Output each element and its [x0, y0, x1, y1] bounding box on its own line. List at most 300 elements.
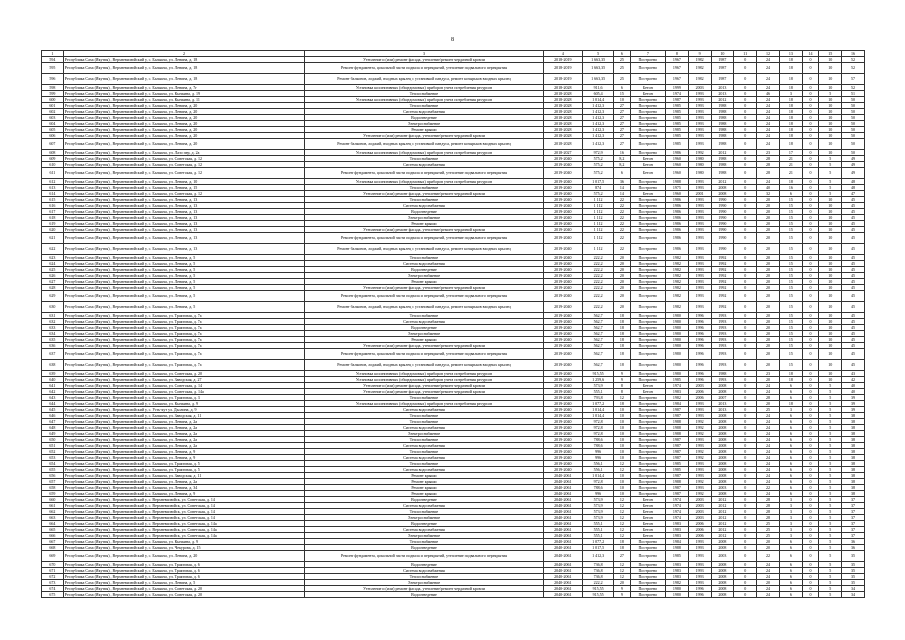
- column-number-cell: 15: [819, 51, 842, 57]
- table-cell: 573,9: [583, 509, 614, 515]
- table-cell: 1980: [688, 168, 711, 179]
- table-cell: 50: [842, 103, 865, 109]
- table-cell: 10: [819, 285, 842, 291]
- table-cell: 915,55: [583, 592, 614, 598]
- column-number-cell: 12: [757, 51, 780, 57]
- table-cell: 1993: [711, 343, 734, 349]
- table-cell: 10: [819, 261, 842, 267]
- table-cell: 2019-2040: [543, 377, 582, 383]
- table-cell: 644: [42, 401, 64, 407]
- table-cell: Ремонт крыши: [305, 221, 543, 227]
- table-cell: 42: [842, 377, 865, 383]
- table-cell: 2019-2040: [543, 437, 582, 443]
- table-cell: Республика Саха (Якутия) , Верхневилюйский у, с. Верхневилюйск, ул. Советская, д. 14а: [63, 527, 305, 533]
- table-cell: 1 663,35: [583, 63, 614, 74]
- table-cell: Построено: [630, 221, 665, 227]
- table-cell: 0: [802, 515, 819, 521]
- table-cell: 0: [734, 273, 757, 279]
- table-cell: 616: [42, 203, 64, 209]
- table-cell: 5: [819, 91, 842, 97]
- table-cell: 15: [779, 343, 802, 349]
- table-cell: 1 412,3: [583, 133, 614, 139]
- table-cell: Ремонт крыши: [305, 127, 543, 133]
- table-cell: 5: [819, 497, 842, 503]
- table-cell: 15: [779, 209, 802, 215]
- table-cell: 1988: [711, 109, 734, 115]
- table-cell: 10: [819, 267, 842, 273]
- table-cell: 1985: [665, 551, 688, 562]
- table-cell: 2008: [711, 539, 734, 545]
- table-cell: Построено: [630, 74, 665, 85]
- table-cell: 1982: [665, 580, 688, 586]
- table-cell: 36: [842, 539, 865, 545]
- table-cell: 20: [757, 331, 780, 337]
- table-cell: 670: [42, 562, 64, 568]
- table-cell: Электроснабжение: [305, 273, 543, 279]
- table-cell: Водоотведение: [305, 325, 543, 331]
- table-cell: Республика Саха (Якутия) , Верхневилюйский у, с. Балыкча, ул. Советская, д. 12: [63, 191, 305, 197]
- table-cell: 48: [842, 185, 865, 191]
- table-cell: 10: [614, 437, 631, 443]
- table-cell: 2040-2061: [543, 491, 582, 497]
- table-cell: 20: [757, 215, 780, 221]
- table-cell: 2040-2061: [543, 574, 582, 580]
- table-cell: 1992: [688, 491, 711, 497]
- table-cell: 575,2: [583, 191, 614, 197]
- table-cell: 1993: [688, 139, 711, 150]
- table-cell: Ремонт балконов, лоджий, входных крылец с установкой пандуса, ремонт козырьков входных крылец: [305, 139, 543, 150]
- table-cell: 2019-2040: [543, 319, 582, 325]
- table-cell: 0: [802, 473, 819, 479]
- table-cell: 6: [779, 580, 802, 586]
- table-cell: 2006: [688, 389, 711, 395]
- table-cell: 5: [819, 515, 842, 521]
- table-cell: 595: [42, 63, 64, 74]
- table-cell: 15: [614, 91, 631, 97]
- table-cell: 18: [779, 103, 802, 109]
- table-cell: 0: [802, 313, 819, 319]
- table-cell: 20: [757, 337, 780, 343]
- table-cell: 0: [802, 485, 819, 491]
- table-cell: 2012: [711, 503, 734, 509]
- table-cell: 2008: [711, 545, 734, 551]
- table-cell: 0: [802, 503, 819, 509]
- table-cell: 0: [734, 562, 757, 568]
- table-cell: 575,2: [583, 168, 614, 179]
- table-cell: Построено: [630, 244, 665, 255]
- table-cell: 2019-2040: [543, 185, 582, 191]
- table-cell: 18: [614, 313, 631, 319]
- table-cell: 675: [42, 592, 64, 598]
- capital-repair-table: [41, 50, 865, 598]
- table-cell: 2003: [688, 515, 711, 521]
- table-row: [42, 302, 865, 313]
- table-cell: Республика Саха (Якутия) , Верхневилюйский у, с. Балыкча, ул. Трактовая, д. 5: [63, 467, 305, 473]
- table-cell: 1987: [665, 97, 688, 103]
- table-cell: 2006: [688, 395, 711, 401]
- table-cell: Республика Саха (Якутия) , Верхневилюйский у, с. Балыкча, ул. Советская, д. 12: [63, 168, 305, 179]
- table-cell: Республика Саха (Якутия) , Верхневилюйский у, с. Балыкча, ул. Ленина, д. 20: [63, 121, 305, 127]
- table-cell: 1960: [665, 191, 688, 197]
- table-cell: Республика Саха (Якутия) , Верхневилюйский у, с. Балыкча, ул. Ленина, д. 5: [63, 285, 305, 291]
- table-cell: 1992: [688, 431, 711, 437]
- table-cell: Республика Саха (Якутия) , Верхневилюйский у, с. Верхневилюйск, ул. Советская, д. 14: [63, 509, 305, 515]
- table-cell: Построено: [630, 273, 665, 279]
- table-cell: 1 663,35: [583, 57, 614, 63]
- table-cell: 1986: [665, 227, 688, 233]
- table-cell: 1988: [711, 127, 734, 133]
- table-cell: Республика Саха (Якутия) , Верхневилюйский у, с. Балыкча, ул. Ленина, д. 20: [63, 103, 305, 109]
- table-cell: Республика Саха (Якутия) , Верхневилюйский у, с. Балыкча, ул. Трактовая, д. 5: [63, 461, 305, 467]
- table-cell: 659: [42, 491, 64, 497]
- table-cell: 15: [779, 360, 802, 371]
- table-cell: 562,7: [583, 360, 614, 371]
- table-cell: 27: [614, 121, 631, 127]
- table-cell: Республика Саха (Якутия) , Верхневилюйский у, с. Балыкча, ул. Ленина, д. 20: [63, 115, 305, 121]
- table-cell: 10: [614, 473, 631, 479]
- table-cell: 45: [842, 221, 865, 227]
- table-cell: Бетон: [630, 168, 665, 179]
- table-cell: 0: [802, 343, 819, 349]
- table-cell: Построено: [630, 539, 665, 545]
- table-cell: Республика Саха (Якутия) , Верхневилюйский у, с. Балыкча, ул. Ленина, д. 34: [63, 485, 305, 491]
- table-cell: 555,1: [583, 521, 614, 527]
- table-cell: 0: [734, 115, 757, 121]
- table-cell: 0: [802, 97, 819, 103]
- table-cell: 5: [819, 491, 842, 497]
- table-cell: 45: [842, 302, 865, 313]
- table-cell: 20: [757, 279, 780, 285]
- table-row: [42, 233, 865, 244]
- table-cell: Республика Саха (Якутия) , Верхневилюйский у, с. Балыкча, ул. Ленина, д. 18: [63, 74, 305, 85]
- table-cell: 20: [757, 209, 780, 215]
- table-cell: 18: [779, 115, 802, 121]
- table-cell: Республика Саха (Якутия) , Верхневилюйский у, с. Балыкча, ул. Советская, д. 20: [63, 371, 305, 377]
- table-cell: 0: [802, 133, 819, 139]
- table-cell: 18: [779, 85, 802, 91]
- table-cell: Построено: [630, 580, 665, 586]
- table-cell: 2019-2040: [543, 168, 582, 179]
- table-cell: 2019-2040: [543, 233, 582, 244]
- table-cell: 18: [779, 74, 802, 85]
- table-cell: Ремонт крыши: [305, 491, 543, 497]
- table-cell: 3: [779, 497, 802, 503]
- table-cell: 0: [734, 325, 757, 331]
- table-cell: 0: [802, 162, 819, 168]
- table-cell: 6: [779, 443, 802, 449]
- table-cell: 1 014,4: [583, 473, 614, 479]
- table-cell: 45: [842, 349, 865, 360]
- table-cell: Построено: [630, 568, 665, 574]
- table-cell: 10: [819, 313, 842, 319]
- table-cell: 50: [842, 133, 865, 139]
- table-cell: 2040-2061: [543, 568, 582, 574]
- table-cell: Ремонт крыши: [305, 479, 543, 485]
- table-cell: Построено: [630, 551, 665, 562]
- table-cell: 3: [779, 533, 802, 539]
- table-cell: Бетон: [630, 497, 665, 503]
- table-cell: 25: [614, 74, 631, 85]
- table-cell: 28: [757, 395, 780, 401]
- table-cell: 1982: [688, 63, 711, 74]
- table-cell: 10: [614, 425, 631, 431]
- table-cell: 0: [802, 185, 819, 191]
- table-cell: 1993: [711, 337, 734, 343]
- table-cell: Ремонт фундамента, цокольной части подвала и перекрытий, утепление подвального перекрытия: [305, 233, 543, 244]
- table-cell: 1986: [665, 233, 688, 244]
- table-cell: 25: [757, 521, 780, 527]
- table-cell: 2018-2028: [543, 115, 582, 121]
- table-cell: 1993: [711, 325, 734, 331]
- table-cell: 1993: [688, 580, 711, 586]
- table-cell: 0: [802, 197, 819, 203]
- table-cell: Республика Саха (Якутия) , Верхневилюйский у, с. Балыкча, ул. Ленина, д. 5: [63, 580, 305, 586]
- table-cell: 630: [42, 302, 64, 313]
- table-cell: 1984: [665, 401, 688, 407]
- table-cell: 18: [779, 57, 802, 63]
- table-cell: 1987: [665, 413, 688, 419]
- table-cell: 1985: [665, 139, 688, 150]
- table-cell: 1993: [688, 255, 711, 261]
- table-cell: 10: [614, 479, 631, 485]
- table-cell: Республика Саха (Якутия) , Верхневилюйский у, с. Балыкча, ул. Ленина, д. 2а: [63, 437, 305, 443]
- table-cell: 2018-2019: [543, 74, 582, 85]
- table-row: [42, 349, 865, 360]
- table-cell: 0: [734, 133, 757, 139]
- table-cell: 555,1: [583, 533, 614, 539]
- table-cell: 0: [802, 449, 819, 455]
- table-cell: 0: [802, 580, 819, 586]
- table-cell: Построено: [630, 97, 665, 103]
- table-cell: 0: [802, 586, 819, 592]
- table-cell: 12: [614, 395, 631, 401]
- table-cell: 6: [779, 545, 802, 551]
- table-cell: 788,6: [583, 485, 614, 491]
- table-cell: 2019-2040: [543, 244, 582, 255]
- table-cell: 2019-2040: [543, 191, 582, 197]
- table-cell: 736,8: [583, 562, 614, 568]
- table-cell: 15: [779, 267, 802, 273]
- table-cell: 10: [819, 215, 842, 221]
- table-cell: 2040-2061: [543, 521, 582, 527]
- table-row: [42, 551, 865, 562]
- table-cell: 6: [779, 431, 802, 437]
- table-cell: Установка коллективных (общедомовых) приборов учета потребления ресурсов: [305, 97, 543, 103]
- table-cell: 643: [42, 395, 64, 401]
- table-cell: 1987: [665, 443, 688, 449]
- table-cell: 38: [842, 443, 865, 449]
- table-cell: Построено: [630, 574, 665, 580]
- table-cell: 1980: [688, 162, 711, 168]
- table-cell: 601: [42, 103, 64, 109]
- table-cell: 1993: [688, 467, 711, 473]
- table-cell: 658: [42, 485, 64, 491]
- table-cell: 18: [779, 63, 802, 74]
- table-cell: 10: [614, 407, 631, 413]
- table-cell: Республика Саха (Якутия) , Верхневилюйский у, с. Балыкча, ул. Ленина, д. 20: [63, 127, 305, 133]
- table-cell: 37: [842, 515, 865, 521]
- table-cell: 35: [842, 562, 865, 568]
- table-cell: 10: [819, 244, 842, 255]
- table-cell: Республика Саха (Якутия) , Верхневилюйский у, с. Балыкча, ул. Кычкина, д. 9: [63, 401, 305, 407]
- table-cell: Теплоснабжение: [305, 419, 543, 425]
- table-cell: 10: [819, 337, 842, 343]
- table-cell: 10: [614, 449, 631, 455]
- table-cell: 0: [802, 319, 819, 325]
- table-cell: 24: [757, 455, 780, 461]
- table-cell: 2008: [711, 437, 734, 443]
- table-cell: 18: [779, 179, 802, 185]
- table-cell: 24: [757, 562, 780, 568]
- table-cell: 2019-2040: [543, 467, 582, 473]
- table-cell: 1993: [688, 103, 711, 109]
- table-cell: 1996: [688, 325, 711, 331]
- table-cell: 52: [842, 57, 865, 63]
- table-cell: 1993: [688, 244, 711, 255]
- table-cell: 38: [842, 491, 865, 497]
- table-cell: 633: [42, 325, 64, 331]
- table-cell: 996: [583, 491, 614, 497]
- table-cell: 3: [779, 503, 802, 509]
- table-cell: Построено: [630, 261, 665, 267]
- table-cell: 0: [802, 539, 819, 545]
- table-cell: 0: [802, 371, 819, 377]
- table-cell: 2040-2061: [543, 533, 582, 539]
- table-cell: 1993: [688, 215, 711, 221]
- table-cell: Теплоснабжение: [305, 255, 543, 261]
- table-cell: 45: [842, 233, 865, 244]
- table-cell: Водоотведение: [305, 562, 543, 568]
- table-cell: 0: [734, 57, 757, 63]
- table-cell: 0: [734, 580, 757, 586]
- table-cell: 1980: [688, 156, 711, 162]
- table-cell: 996: [583, 455, 614, 461]
- table-cell: 6: [779, 562, 802, 568]
- table-cell: 1992: [711, 291, 734, 302]
- table-cell: 1988: [711, 121, 734, 127]
- table-cell: Теплоснабжение: [305, 449, 543, 455]
- table-cell: 24: [757, 437, 780, 443]
- table-cell: 2040-2061: [543, 497, 582, 503]
- table-cell: 1 412,3: [583, 127, 614, 133]
- table-cell: 1990: [711, 215, 734, 221]
- table-cell: 665: [42, 527, 64, 533]
- table-cell: 14: [614, 185, 631, 191]
- table-cell: 2018-2028: [543, 139, 582, 150]
- table-cell: 0: [734, 349, 757, 360]
- table-cell: 16: [614, 150, 631, 156]
- table-cell: 10: [614, 431, 631, 437]
- table-cell: 6: [779, 539, 802, 545]
- table-cell: 45: [842, 215, 865, 221]
- table-cell: 10: [819, 255, 842, 261]
- table-cell: 627: [42, 279, 64, 285]
- table-cell: 2013: [711, 85, 734, 91]
- table-cell: 18: [779, 127, 802, 133]
- table-cell: 2019-2040: [543, 255, 582, 261]
- table-cell: 0: [734, 279, 757, 285]
- table-cell: 1993: [688, 285, 711, 291]
- table-cell: 15: [779, 233, 802, 244]
- table-cell: 1987: [711, 63, 734, 74]
- table-cell: Утепление и (или) ремонт фасада, утепление/ремонт чердачной кровли: [305, 57, 543, 63]
- table-cell: 2018-2028: [543, 127, 582, 133]
- table-cell: 20: [614, 291, 631, 302]
- table-cell: 18: [779, 97, 802, 103]
- table-row: [42, 74, 865, 85]
- table-cell: 38: [842, 485, 865, 491]
- table-cell: 52: [842, 85, 865, 91]
- table-cell: 2012: [711, 150, 734, 156]
- table-cell: 562,7: [583, 313, 614, 319]
- table-cell: Установка коллективных (общедомовых) приборов учета потребления ресурсов: [305, 150, 543, 156]
- table-cell: 5: [819, 401, 842, 407]
- table-cell: 20: [757, 267, 780, 273]
- table-cell: Республика Саха (Якутия) , Верхневилюйский у, с. Балыкча, ул. Ленина, д. 20: [63, 109, 305, 115]
- table-cell: 0: [734, 127, 757, 133]
- table-cell: 24: [757, 574, 780, 580]
- table-cell: Построено: [630, 545, 665, 551]
- table-cell: Построено: [630, 407, 665, 413]
- table-cell: 1975: [665, 185, 688, 191]
- table-cell: Построено: [630, 139, 665, 150]
- table-cell: 6: [779, 568, 802, 574]
- table-cell: 1980: [665, 592, 688, 598]
- table-cell: Бетон: [630, 191, 665, 197]
- table-cell: 2019-2040: [543, 360, 582, 371]
- table-cell: 0: [734, 461, 757, 467]
- table-cell: 638: [42, 360, 64, 371]
- table-cell: 598: [42, 85, 64, 91]
- table-cell: 0: [734, 168, 757, 179]
- table-cell: 2008: [711, 562, 734, 568]
- table-cell: 0: [802, 562, 819, 568]
- table-cell: Теплоснабжение: [305, 539, 543, 545]
- table-cell: 0: [802, 156, 819, 162]
- table-cell: 1988: [665, 425, 688, 431]
- table-cell: 24: [757, 115, 780, 121]
- table-cell: 2008: [711, 461, 734, 467]
- table-cell: Бетон: [630, 527, 665, 533]
- table-cell: Построено: [630, 227, 665, 233]
- table-cell: 50: [842, 121, 865, 127]
- table-cell: 2008: [711, 419, 734, 425]
- table-cell: Республика Саха (Якутия) , Верхневилюйский у, с. Балыкча, ул. Трактовая, д. 7а: [63, 349, 305, 360]
- column-number-cell: 13: [779, 51, 802, 57]
- table-cell: 0: [734, 244, 757, 255]
- table-cell: 0: [802, 443, 819, 449]
- table-cell: 0: [734, 215, 757, 221]
- table-cell: 0: [802, 360, 819, 371]
- table-cell: 972,8: [583, 431, 614, 437]
- table-cell: 22: [614, 244, 631, 255]
- table-cell: 1988: [711, 156, 734, 162]
- table-cell: 0: [802, 139, 819, 150]
- table-cell: Республика Саха (Якутия) , Верхневилюйский у, с. Балыкча, ул. Ленина, д. 5: [63, 302, 305, 313]
- table-cell: Республика Саха (Якутия) , Верхневилюйский у, с. Балыкча, ул. Ленина, д. 20: [63, 139, 305, 150]
- table-cell: Построено: [630, 425, 665, 431]
- table-cell: 652: [42, 449, 64, 455]
- table-cell: Республика Саха (Якутия) , Верхневилюйский у, с. Балыкча, ул. Советская, д. 20: [63, 592, 305, 598]
- table-cell: Ремонт фундамента, цокольной части подвала и перекрытий, утепление подвального перекрытия: [305, 63, 543, 74]
- table-cell: 1993: [688, 97, 711, 103]
- table-cell: 2008: [711, 580, 734, 586]
- table-cell: 660: [42, 497, 64, 503]
- table-cell: 622: [42, 244, 64, 255]
- table-cell: 1986: [665, 209, 688, 215]
- table-cell: Утепление и (или) ремонт фасада, утепление/ремонт чердачной кровли: [305, 133, 543, 139]
- table-cell: 655: [42, 467, 64, 473]
